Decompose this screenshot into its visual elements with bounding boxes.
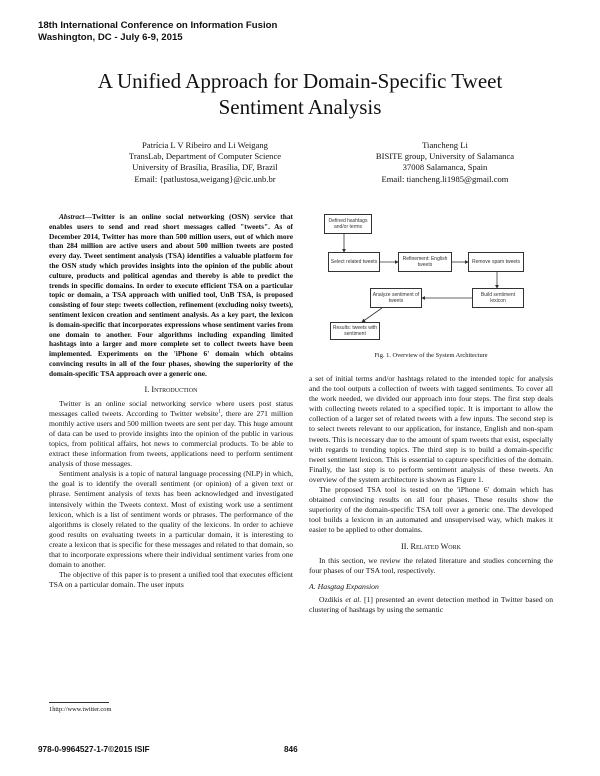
paper-title (60, 68, 540, 120)
left-column (49, 212, 293, 590)
section-heading-introduction: I. Introduction (144, 384, 198, 394)
collect-box: Select related tweets (328, 252, 380, 272)
p4-end: [1] presented an event detection method in Twitter based on clustering of hashtags by using the semantic (309, 594, 553, 614)
title-line-1: A Unified Approach for Domain-Specific Tweet (97, 69, 503, 93)
author-names: Patrícia L V Ribeiro and Li Weigang (142, 140, 268, 150)
section-heading-related-work: II. Related Work (401, 541, 461, 551)
result-box: Results: tweets with sentiment (330, 322, 380, 340)
footnote-rule (49, 702, 109, 703)
right-paragraph-3: In this section, we review the related literature and studies concerning the four phases of our TSA tool, respectively. (309, 555, 553, 575)
abstract (49, 212, 293, 379)
analyze-box: Analyze sentiment of tweets (370, 288, 422, 308)
build-box: Build sentiment lexicon (472, 288, 524, 308)
right-paragraph-4 (309, 595, 553, 615)
author-email: Email: {patlustosa,weigang}@cic.unb.br (134, 173, 276, 184)
arrow-analyze-to-result (362, 308, 382, 322)
right-paragraph-2: The proposed TSA tool is tested on the 'iPhone 6' domain which has obtained convincing results on all four phases. These results show the superiority of the domain-specific TSA toll over a generic one. The developed tool builds a lexicon in an automated and unsupervised way, which makes it easier to be applied to other domains. (309, 485, 553, 535)
subsection-heading: A. Hasgtag Expansion (309, 581, 379, 591)
refine-box: Refinement: English tweets (398, 252, 452, 272)
conference-header (38, 20, 277, 44)
system-architecture-figure (322, 212, 544, 344)
intro-paragraph-3: The objective of this paper is to present a unified tool that executes efficient TSA on a particular domain. The user inputs (49, 570, 293, 590)
author-affiliation: University of Brasília, Brasília, DF, Brazil (132, 162, 278, 173)
title-line-2: Sentiment Analysis (218, 95, 382, 119)
author-block-2 (340, 140, 550, 185)
right-column (309, 374, 553, 615)
abstract-text: —Twitter is an online social networking (OSN) service that enables users to send and read short messages called "tweets". As of December 2014, Twitter has more than 500 million users, out of which more than 284 million are active users and about 500 million tweets are posted every day. Tweet sentiment analysis (TSA) identifies a valuable platform for the OSN study which provides insights into the opinion of the public about culture, products and political agendas and thereby is able to predict the trends in specific domains. In order to execute efficient TSA on a particular topic or domain, a TSA approach with unified tool, UnB TSA, is proposed consisting of four step: tweets collection, refinement (excluding noisy tweets), sentiment lexicon creation and sentiment analysis. As a key part, the lexicon is domain-specific that incorporates expressions whose sentiment varies from one domain to another. Four algorithms including expanding limited hashtags into a larger and more complete set to collect tweets have been implemented. Experiments on the 'iPhone 6' domain which obtains convincing results in all of the four phases, showing the superiority of the domain-specific TSA approach over a generic one. (49, 212, 293, 378)
author-department: TransLab, Department of Computer Science (128, 151, 282, 162)
conference-name: 18th International Conference on Information Fusion (38, 20, 278, 31)
spam-box: Remove spam tweets (468, 252, 524, 272)
author-department: BISITE group, University of Salamanca (375, 151, 515, 162)
footnote: 1http://www.twitter.com (49, 706, 112, 713)
abstract-label: Abstract (59, 212, 85, 221)
intro-paragraph-1 (49, 399, 293, 470)
author-email: Email: tiancheng.li1985@gmail.com (381, 173, 509, 184)
author-affiliation: 37008 Salamanca, Spain (402, 162, 488, 173)
right-paragraph-1: a set of initial terms and/or hashtags related to the intended topic for analysis and the tool outputs a collection of tweets with tagged sentiments. To cover all the work needed, we divided our approach into four steps. The first step deals with collecting tweets related to a specified topic. It is important to allow the collection of a larger set of related tweets with a few inputs. The second step is to select tweets relevant to our application, for instance, English and non-spam tweets. This is necessary due to the amount of spam tweets that exist, especially with regards to trending topics. The third step is to build a domain-specific tweet sentiment lexicon. This is essential to capture specificities of the domain. Finally, the last step is to perform sentiment analysis of these tweets. An overview of the system architecture is shown as Figure 1. (309, 374, 553, 484)
input-box: Defined hashtags and/or terms (324, 214, 372, 234)
intro-paragraph-2: Sentiment analysis is a topic of natural language processing (NLP) in which, the goal is to identify the overall sentiment (or opinion) of a given text or phrase. Sentiment analysis of texts has been acknowledged and investigated intensively within the Tweets context. Most of existing work use a sentiment lexicon, which is a list of sentiment words or phrases. The performance of the algorithms is closely related to the quality of the lexicons. In order to achieve good results on evaluating tweets in a particular domain, it is interesting to create a lexicon that is specific for these messages and related to that domain, so that to incorporate expressions where their individual sentiment varies from one domain to another. (49, 469, 293, 570)
p4-start: Ozdikis (319, 594, 346, 604)
intro-p1-end: , there are 271 million monthly active users and 500 million tweets are sent per day. This huge amount of data can be used to provide insights into the opinion of the public in various topics, from political affairs, hot news to commercial products. To be able to extract these information from tweets, applications need to perform sentiment analysis of those messages. (49, 408, 293, 469)
footnote-mark: 1 (218, 409, 221, 415)
footer-isbn: 978-0-9964527-1-7©2015 ISIF (38, 745, 150, 754)
conference-location: Washington, DC - July 6-9, 2015 (38, 32, 183, 43)
p4-etal: et al. (345, 594, 362, 604)
intro-p1-start: Twitter is an online social networking service where users post status messages called tweets. According to Twitter website (49, 398, 293, 418)
author-names: Tiancheng Li (422, 140, 468, 150)
footer-page-number: 846 (284, 745, 298, 754)
figure-caption: Fig. 1. Overview of the System Architecture (374, 352, 488, 359)
author-block-1 (90, 140, 320, 185)
